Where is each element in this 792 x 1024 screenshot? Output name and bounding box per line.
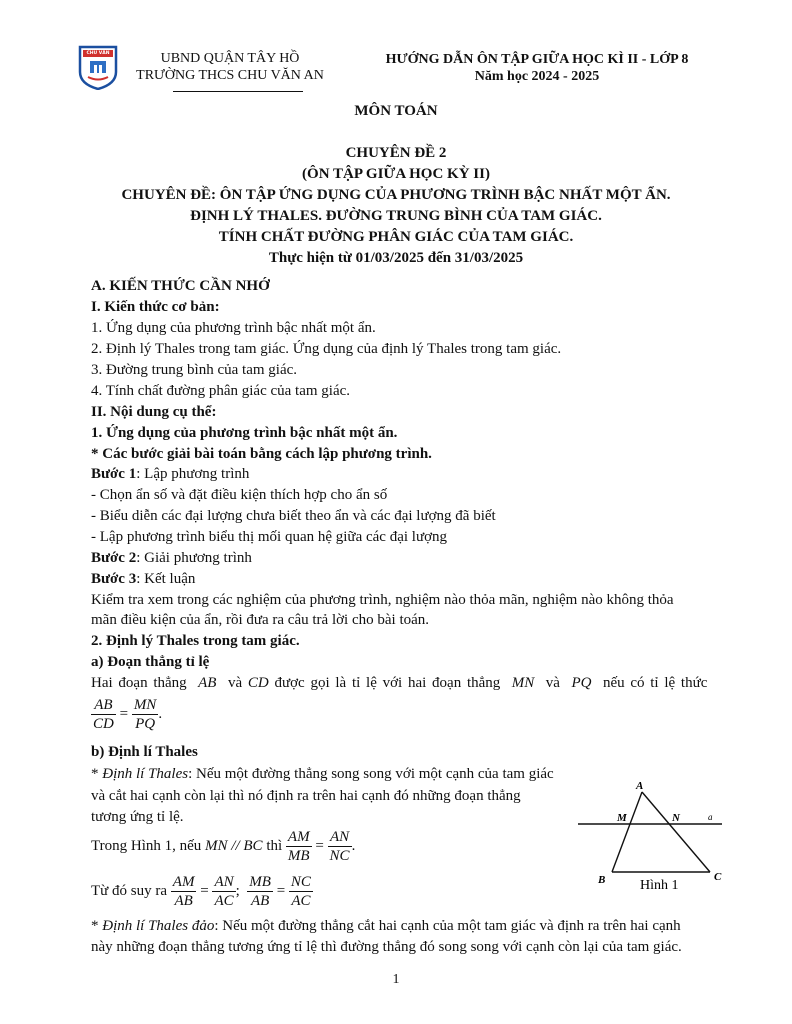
- thales-converse-line-2: này những đoạn thẳng tương ứng tỉ lệ thì đường thẳng đó song song với cạnh còn lại của tam giác.: [91, 939, 682, 955]
- header-underline: [173, 91, 303, 92]
- label-C: C: [714, 871, 722, 883]
- thales-theorem-line-1: * Định lí Thales: Nếu một đường thẳng song song với một cạnh của tam giác: [91, 766, 554, 782]
- step-detail: - Chọn ẩn số và đặt điều kiện thích hợp cho ẩn số: [91, 487, 388, 503]
- step-3: [91, 569, 195, 589]
- school-year: Năm học 2024 - 2025: [474, 69, 600, 84]
- school-name: TRƯỜNG THCS CHU VĂN AN: [136, 68, 324, 83]
- thales-converse-line-1: * Định lí Thales đảo: Nếu một đường thẳng cắt hai cạnh của một tam giác và định ra trên hai cạnh: [91, 918, 681, 934]
- page-number: 1: [392, 972, 400, 987]
- subsection-1-heading: 1. Ứng dụng của phương trình bậc nhất một ẩn.: [91, 425, 398, 441]
- fraction: $\frac{AM}{MB}$: [287, 829, 310, 864]
- figure-1: [570, 776, 730, 896]
- fraction: $\frac{AB}{CD}$: [93, 697, 114, 732]
- subject-title: MÔN TOÁN: [354, 103, 438, 119]
- fraction: $\frac{MB}{AB}$: [249, 874, 271, 909]
- step-1-text: : Lập phương trình: [136, 466, 250, 482]
- fraction: $\frac{AN}{AC}$: [214, 874, 234, 909]
- label-M: M: [617, 812, 627, 824]
- step-1-label: Bước 1: [91, 466, 137, 482]
- fraction: $\frac{AN}{NC}$: [329, 829, 350, 864]
- title-line-2: (ÔN TẬP GIỮA HỌC KỲ II): [302, 166, 490, 182]
- thales-example: Trong Hình 1, nếu MN // BC thì $\frac{AM}{MB}$ = $\frac{AN}{NC}$ .: [91, 829, 356, 864]
- section-ii-heading: II. Nội dung cụ thể:: [91, 404, 217, 420]
- fraction: $\frac{MN}{PQ}$: [133, 697, 157, 732]
- step-3-text: : Kết luận: [136, 571, 196, 587]
- step-3-label: Bước 3: [91, 571, 137, 587]
- logo-text: CHU VĂN AN: [86, 51, 110, 63]
- step-1: [91, 464, 249, 484]
- school-logo: [78, 44, 118, 90]
- label-N: N: [672, 812, 680, 824]
- triangle-diagram: [570, 776, 730, 896]
- list-item: 3. Đường trung bình của tam giác.: [91, 362, 298, 378]
- title-line-1: CHUYÊN ĐỀ 2: [345, 145, 447, 161]
- figure-caption: Hình 1: [640, 878, 679, 893]
- proportion-formula: $\frac{AB}{CD}$ = $\frac{MN}{PQ}$ .: [93, 697, 163, 732]
- side-ac: [642, 792, 710, 872]
- title-line-3: CHUYÊN ĐỀ: ÔN TẬP ỨNG DỤNG CỦA PHƯƠNG TRÌNH BẬC NHẤT MỘT ẨN.: [121, 187, 671, 203]
- subsection-2a-heading: a) Đoạn thẳng tỉ lệ: [91, 654, 210, 670]
- doc-title: HƯỚNG DẪN ÔN TẬP GIỮA HỌC KÌ II - LỚP 8: [385, 52, 689, 67]
- title-line-6: Thực hiện từ 01/03/2025 đến 31/03/2025: [268, 250, 524, 266]
- list-item: 4. Tính chất đường phân giác của tam giác.: [91, 383, 351, 399]
- subsection-2-heading: 2. Định lý Thales trong tam giác.: [91, 633, 300, 649]
- section-a-heading: A. KIẾN THỨC CẦN NHỚ: [91, 278, 270, 294]
- steps-heading: * Các bước giải bài toán bằng cách lập phương trình.: [91, 446, 432, 462]
- thales-theorem-line-3: tương ứng tỉ lệ.: [91, 809, 184, 825]
- step-2-text: : Giải phương trình: [136, 550, 252, 566]
- list-item: 1. Ứng dụng của phương trình bậc nhất một ẩn.: [91, 320, 376, 336]
- conclusion-line-2: mãn điều kiện của ẩn, rồi đưa ra câu trả lời cho bài toán.: [91, 612, 430, 628]
- step-detail: - Biểu diễn các đại lượng chưa biết theo ẩn và các đại lượng đã biết: [91, 508, 496, 524]
- fraction: $\frac{AM}{AB}$: [172, 874, 195, 909]
- step-detail: - Lập phương trình biểu thị mối quan hệ giữa các đại lượng: [91, 529, 448, 545]
- district-name: UBND QUẬN TÂY HỒ: [160, 51, 300, 66]
- label-B: B: [598, 874, 606, 886]
- step-2: [91, 548, 252, 568]
- title-line-4: ĐỊNH LÝ THALES. ĐƯỜNG TRUNG BÌNH CỦA TAM GIÁC.: [190, 208, 602, 224]
- section-i-heading: I. Kiến thức cơ bản:: [91, 299, 220, 315]
- label-A: A: [636, 780, 644, 792]
- header-right: [372, 51, 702, 85]
- list-item: 2. Định lý Thales trong tam giác. Ứng dụng của định lý Thales trong tam giác.: [91, 341, 562, 357]
- conclusion-line-1: Kiểm tra xem trong các nghiệm của phương trình, nghiệm nào thỏa mãn, nghiệm nào không thỏa: [91, 592, 674, 608]
- header-left: [120, 50, 340, 84]
- thales-theorem-line-2: và cắt hai cạnh còn lại thì nó định ra trên hai cạnh đó những đoạn thẳng: [91, 788, 521, 804]
- thales-consequence: Từ đó suy ra $\frac{AM}{AB}$ = $\frac{AN}{AC}$ ; $\frac{MB}{AB}$ = $\frac{NC}{AC}$: [91, 874, 311, 909]
- label-a: a: [708, 812, 713, 822]
- proportional-segments-text: Hai đoạn thẳng AB và CD được gọi là tỉ lệ với hai đoạn thẳng MN và PQ nếu có tỉ lệ thức: [91, 675, 708, 691]
- fraction: $\frac{NC}{AC}$: [290, 874, 311, 909]
- step-2-label: Bước 2: [91, 550, 137, 566]
- title-line-5: TÍNH CHẤT ĐƯỜNG PHÂN GIÁC CỦA TAM GIÁC.: [218, 229, 574, 245]
- title-block: [0, 143, 792, 269]
- side-ab: [612, 792, 642, 872]
- subsection-2b-heading: b) Định lí Thales: [91, 744, 198, 760]
